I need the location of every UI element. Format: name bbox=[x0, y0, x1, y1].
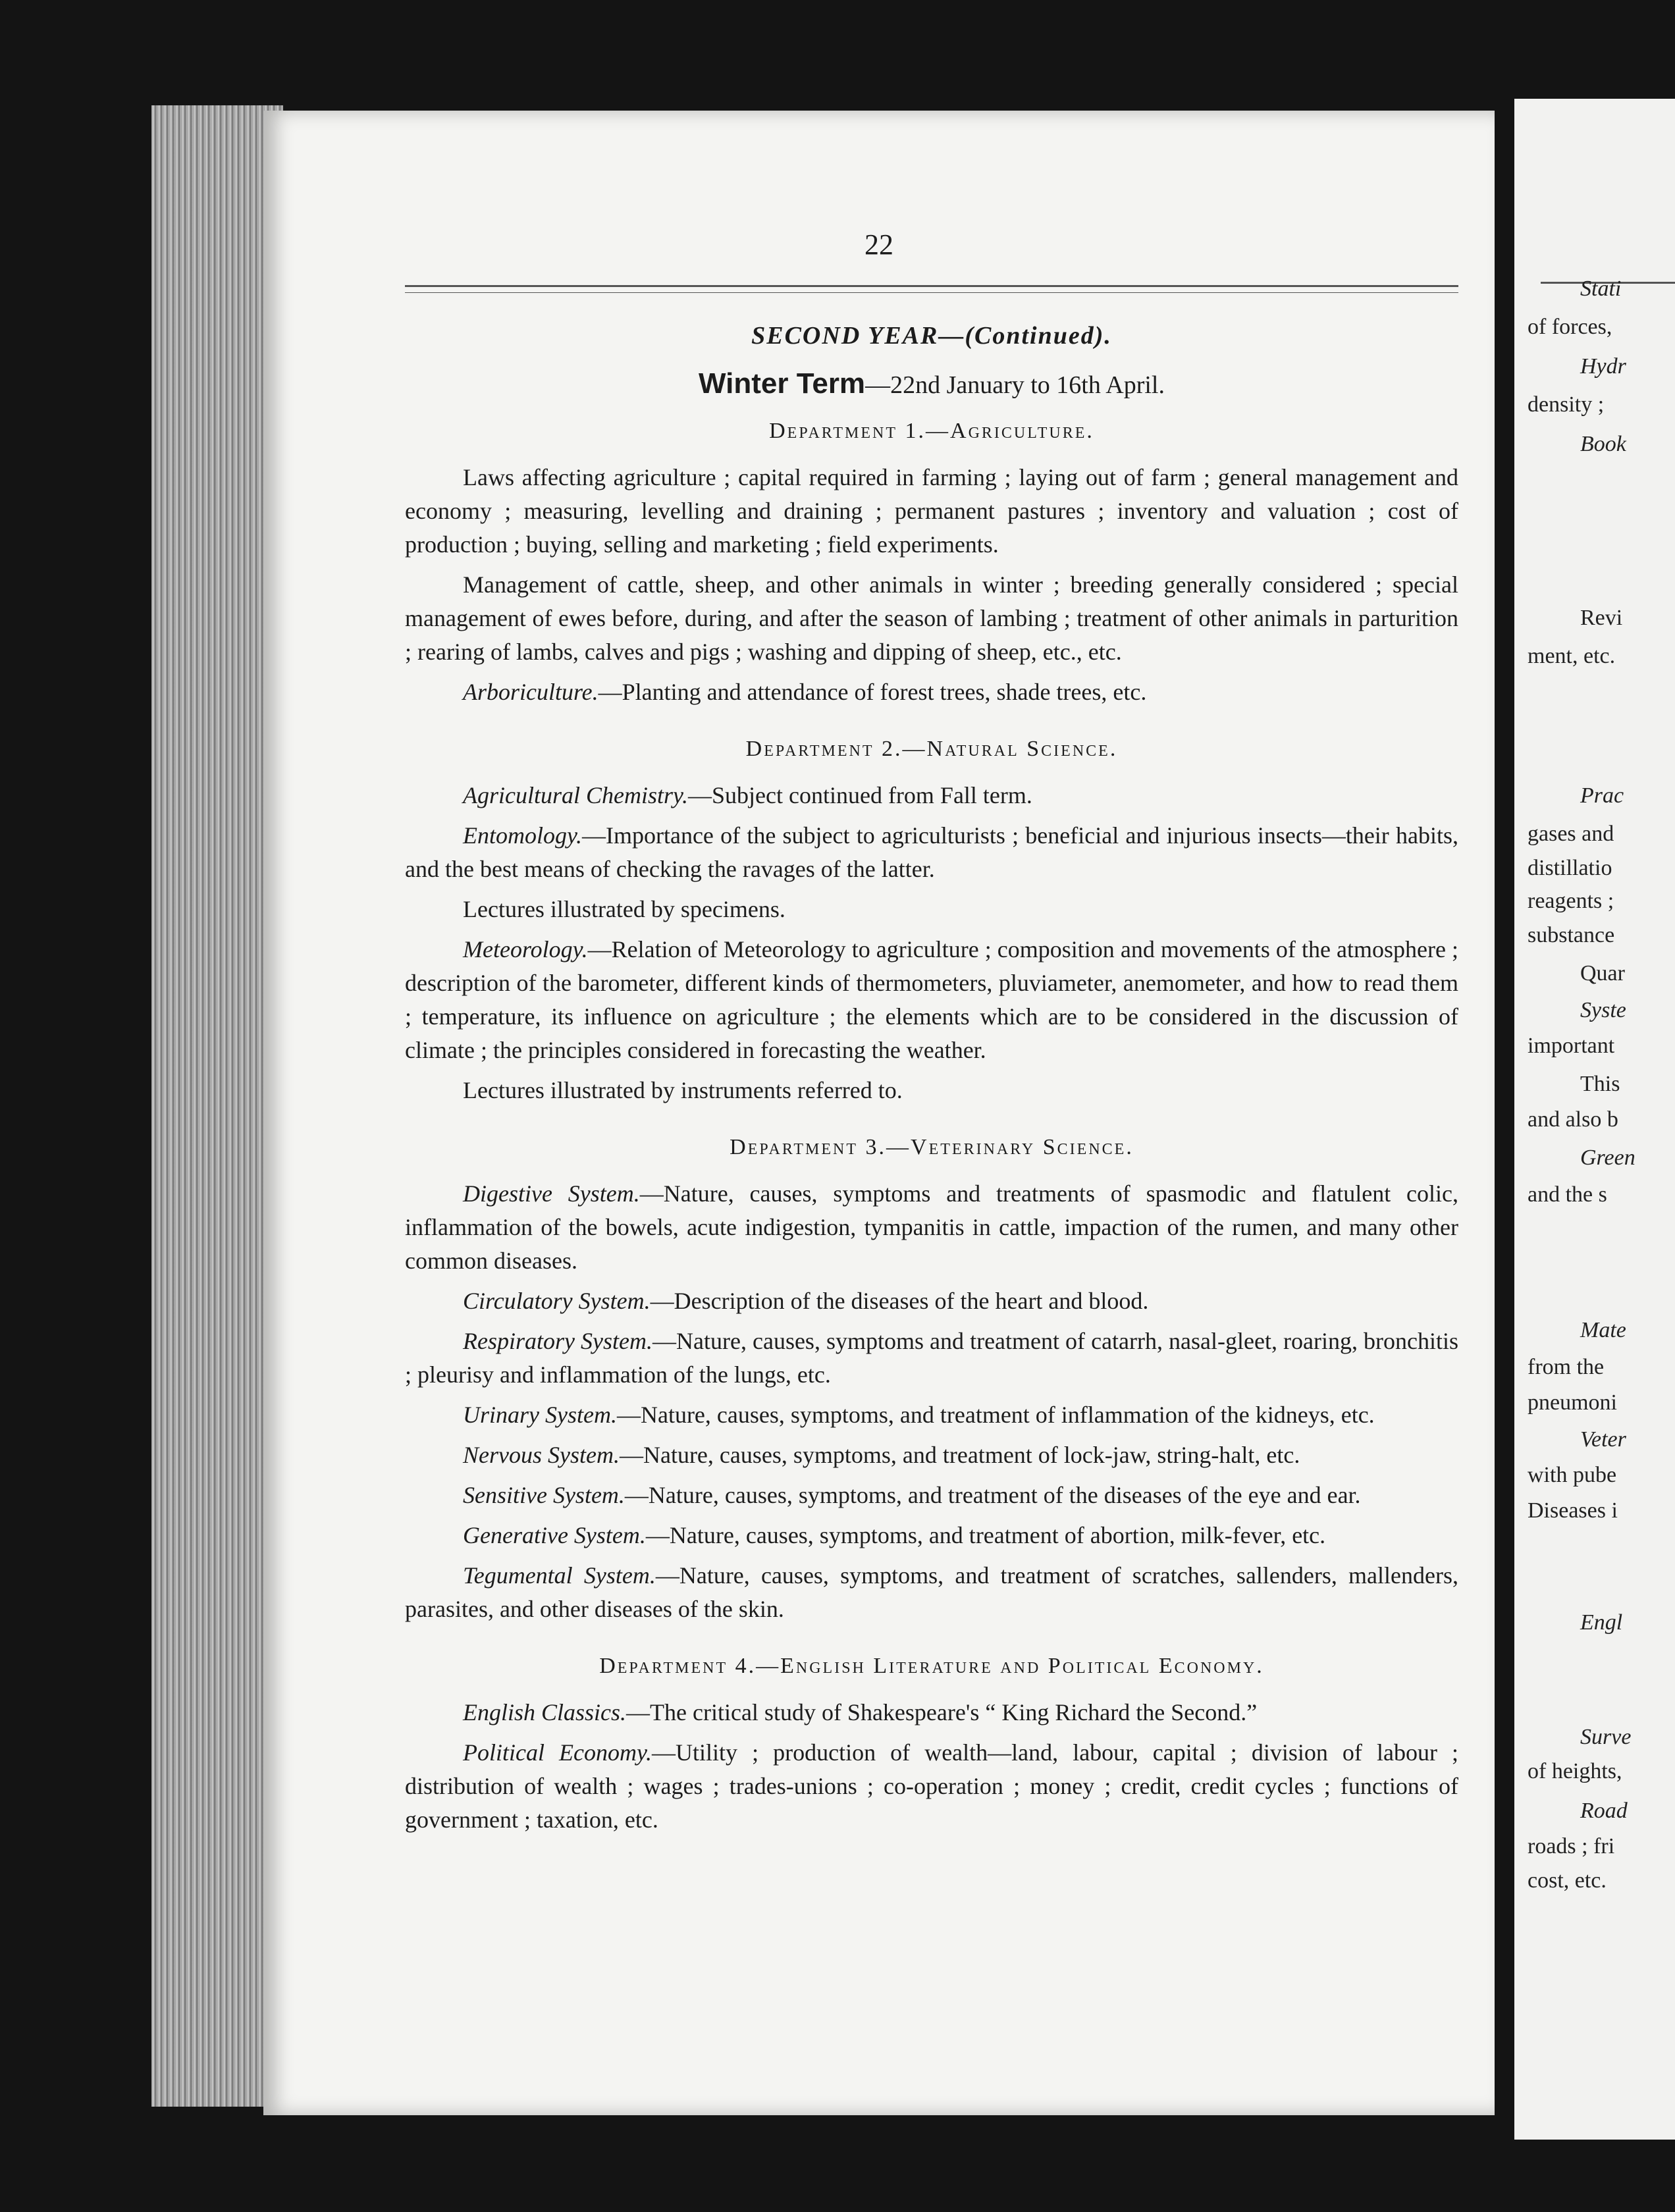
paragraph-topic: English Classics. bbox=[463, 1699, 627, 1725]
next-page-text-fragment: Road bbox=[1580, 1799, 1628, 1823]
paragraph bbox=[405, 568, 1458, 669]
next-page-text-fragment: Diseases i bbox=[1528, 1498, 1618, 1523]
department-heading: Department 2.—Natural Science. bbox=[745, 737, 1118, 761]
paragraph-topic: Sensitive System. bbox=[463, 1482, 625, 1508]
paragraph-text: —Nature, causes, symptoms and treatments of spasmodic and flatulent colic, inflammation of the bowels, acute indigestion, tympanitis in cattle, impaction of the rumen, and many other common diseases. bbox=[405, 1180, 1458, 1274]
book-page-left bbox=[263, 111, 1495, 2115]
paragraph-topic: Digestive System. bbox=[463, 1180, 640, 1207]
next-page-text-fragment: from the bbox=[1528, 1355, 1605, 1379]
page-content bbox=[405, 321, 1458, 1843]
next-page-text-fragment: Stati bbox=[1580, 276, 1622, 301]
paragraph-text: Management of cattle, sheep, and other animals in winter ; breeding generally considered ; special management of ewes before, during, and after the season of lambing ; treatment of other animals in parturition ; rearing of lambs, calves and pigs ; washing and dipping of sheep, etc., etc. bbox=[405, 571, 1458, 665]
paragraph bbox=[405, 461, 1458, 562]
paragraph-text: —The critical study of Shakespeare's “ King Richard the Second.” bbox=[626, 1699, 1258, 1725]
section-title: SECOND YEAR—(Continued). bbox=[751, 322, 1112, 350]
department-heading: Department 4.—English Literature and Political Economy. bbox=[599, 1654, 1264, 1678]
header-rule-thin bbox=[405, 292, 1458, 293]
paragraph-text: —Nature, causes, symptoms, and treatment of the diseases of the eye and ear. bbox=[624, 1482, 1361, 1508]
paragraph-topic: Circulatory System. bbox=[463, 1288, 651, 1314]
paragraph bbox=[405, 675, 1458, 709]
paragraph bbox=[405, 933, 1458, 1067]
paragraph-text: —Nature, causes, symptoms, and treatment of inflammation of the kidneys, etc. bbox=[616, 1402, 1375, 1428]
next-page-text-fragment: gases and bbox=[1528, 822, 1614, 846]
paragraph bbox=[405, 1177, 1458, 1278]
paragraph-text: —Nature, causes, symptoms, and treatment of abortion, milk-fever, etc. bbox=[645, 1522, 1326, 1548]
term-heading bbox=[405, 367, 1458, 400]
paragraph-text: —Subject continued from Fall term. bbox=[688, 782, 1032, 808]
paragraph bbox=[405, 1736, 1458, 1837]
next-page-text-fragment: ment, etc. bbox=[1528, 644, 1616, 668]
next-page-text-fragment: Hydr bbox=[1580, 354, 1626, 379]
paragraph bbox=[405, 1438, 1458, 1472]
next-page-text-fragment: distillatio bbox=[1528, 856, 1612, 880]
paragraph bbox=[405, 779, 1458, 812]
paragraph-topic: Tegumental System. bbox=[463, 1562, 656, 1589]
page-number: 22 bbox=[864, 228, 893, 261]
department-heading: Department 1.—Agriculture. bbox=[769, 419, 1094, 443]
paragraph bbox=[405, 1519, 1458, 1552]
paragraph bbox=[405, 1559, 1458, 1626]
paragraph-topic: Arboriculture. bbox=[463, 679, 598, 705]
next-page-text-fragment: Syste bbox=[1580, 998, 1626, 1022]
paragraph bbox=[405, 1074, 1458, 1107]
paragraph-topic: Urinary System. bbox=[463, 1402, 617, 1428]
paragraph-text: Lectures illustrated by specimens. bbox=[463, 896, 785, 922]
next-page-text-fragment: density ; bbox=[1528, 392, 1605, 417]
paragraph-topic: Agricultural Chemistry. bbox=[463, 782, 688, 808]
paragraph-topic: Meteorology. bbox=[463, 936, 588, 962]
next-page-text-fragment: Surve bbox=[1580, 1725, 1632, 1749]
next-page-text-fragment: and the s bbox=[1528, 1182, 1607, 1207]
header-rule bbox=[405, 285, 1458, 287]
next-page-text-fragment: Mate bbox=[1580, 1318, 1626, 1342]
paragraph-topic: Political Economy. bbox=[463, 1739, 652, 1766]
next-page-text-fragment: with pube bbox=[1528, 1463, 1617, 1487]
next-page-text-fragment: of heights, bbox=[1528, 1759, 1622, 1783]
paragraph-text: —Nature, causes, symptoms, and treatment of lock-jaw, string-halt, etc. bbox=[619, 1442, 1300, 1468]
next-page-text-fragment: Revi bbox=[1580, 606, 1623, 630]
term-title: Winter Term bbox=[699, 367, 866, 400]
next-page-text-fragment: Veter bbox=[1580, 1427, 1626, 1452]
next-page-text-fragment: Quar bbox=[1580, 961, 1625, 986]
paragraph-text: Laws affecting agriculture ; capital required in farming ; laying out of farm ; general management and economy ; measuring, levelling and draining ; permanent pastures ; inventory and valuation ; cost of production ; buying, selling and marketing ; field experiments. bbox=[405, 464, 1458, 558]
next-page-text-fragment: of forces, bbox=[1528, 315, 1612, 339]
next-page-text-fragment: reagents ; bbox=[1528, 889, 1614, 913]
paragraph bbox=[405, 1284, 1458, 1318]
paragraph-text: —Nature, causes, symptoms and treatment of catarrh, nasal-gleet, roaring, bronchitis ; pleurisy and inflammation of the lungs, etc. bbox=[405, 1328, 1458, 1388]
next-page-text-fragment: This bbox=[1580, 1072, 1620, 1096]
paragraph-text: —Utility ; production of wealth—land, labour, capital ; division of labour ; distribution of wealth ; wages ; trades-unions ; co-operation ; money ; credit, credit cycles ; functions of government ; taxation, etc. bbox=[405, 1739, 1458, 1833]
paragraph bbox=[405, 893, 1458, 926]
next-page-text-fragment: Book bbox=[1580, 432, 1626, 456]
department-list bbox=[405, 419, 1458, 1837]
paragraph-text: —Description of the diseases of the heart and blood. bbox=[650, 1288, 1149, 1314]
paragraph-text: —Nature, causes, symptoms, and treatment of scratches, sallenders, mallenders, parasites, and other diseases of the skin. bbox=[405, 1562, 1458, 1622]
paragraph bbox=[405, 819, 1458, 886]
next-page-text-fragment: roads ; fri bbox=[1528, 1834, 1615, 1858]
paragraph bbox=[405, 1696, 1458, 1729]
next-page-text-fragment: pneumoni bbox=[1528, 1390, 1617, 1415]
paragraph-text: —Relation of Meteorology to agriculture ; composition and movements of the atmosphere ; description of the barometer, different kinds of thermometers, pluviameter, anemometer, and how to read them ; temperature, its influence on agriculture ; the elements which are to be considered in the discussion of climate ; the principles considered in forecasting the weather. bbox=[405, 936, 1458, 1063]
paragraph-topic: Entomology. bbox=[463, 822, 582, 849]
next-page-text-fragment: and also b bbox=[1528, 1107, 1618, 1132]
next-page-text-fragment: substance bbox=[1528, 923, 1615, 947]
paragraph bbox=[405, 1479, 1458, 1512]
department-heading: Department 3.—Veterinary Science. bbox=[730, 1135, 1134, 1159]
term-dates: —22nd January to 16th April. bbox=[865, 371, 1165, 399]
book-page-right-partial bbox=[1514, 99, 1675, 2140]
paragraph-text: —Planting and attendance of forest trees, shade trees, etc. bbox=[598, 679, 1147, 705]
paragraph-text: —Importance of the subject to agriculturists ; beneficial and injurious insects—their habits, and the best means of checking the ravages of the latter. bbox=[405, 822, 1458, 882]
next-page-text-fragment: Prac bbox=[1580, 783, 1624, 808]
paragraph-topic: Respiratory System. bbox=[463, 1328, 652, 1354]
next-page-text-fragment: Engl bbox=[1580, 1610, 1623, 1635]
next-page-text-fragment: important bbox=[1528, 1034, 1615, 1058]
next-page-text-fragment: Green bbox=[1580, 1146, 1635, 1170]
paragraph-text: Lectures illustrated by instruments referred to. bbox=[463, 1077, 903, 1103]
paragraph bbox=[405, 1398, 1458, 1432]
paragraph bbox=[405, 1325, 1458, 1392]
paragraph-topic: Nervous System. bbox=[463, 1442, 620, 1468]
paragraph-topic: Generative System. bbox=[463, 1522, 646, 1548]
next-page-text-fragment: cost, etc. bbox=[1528, 1868, 1607, 1893]
